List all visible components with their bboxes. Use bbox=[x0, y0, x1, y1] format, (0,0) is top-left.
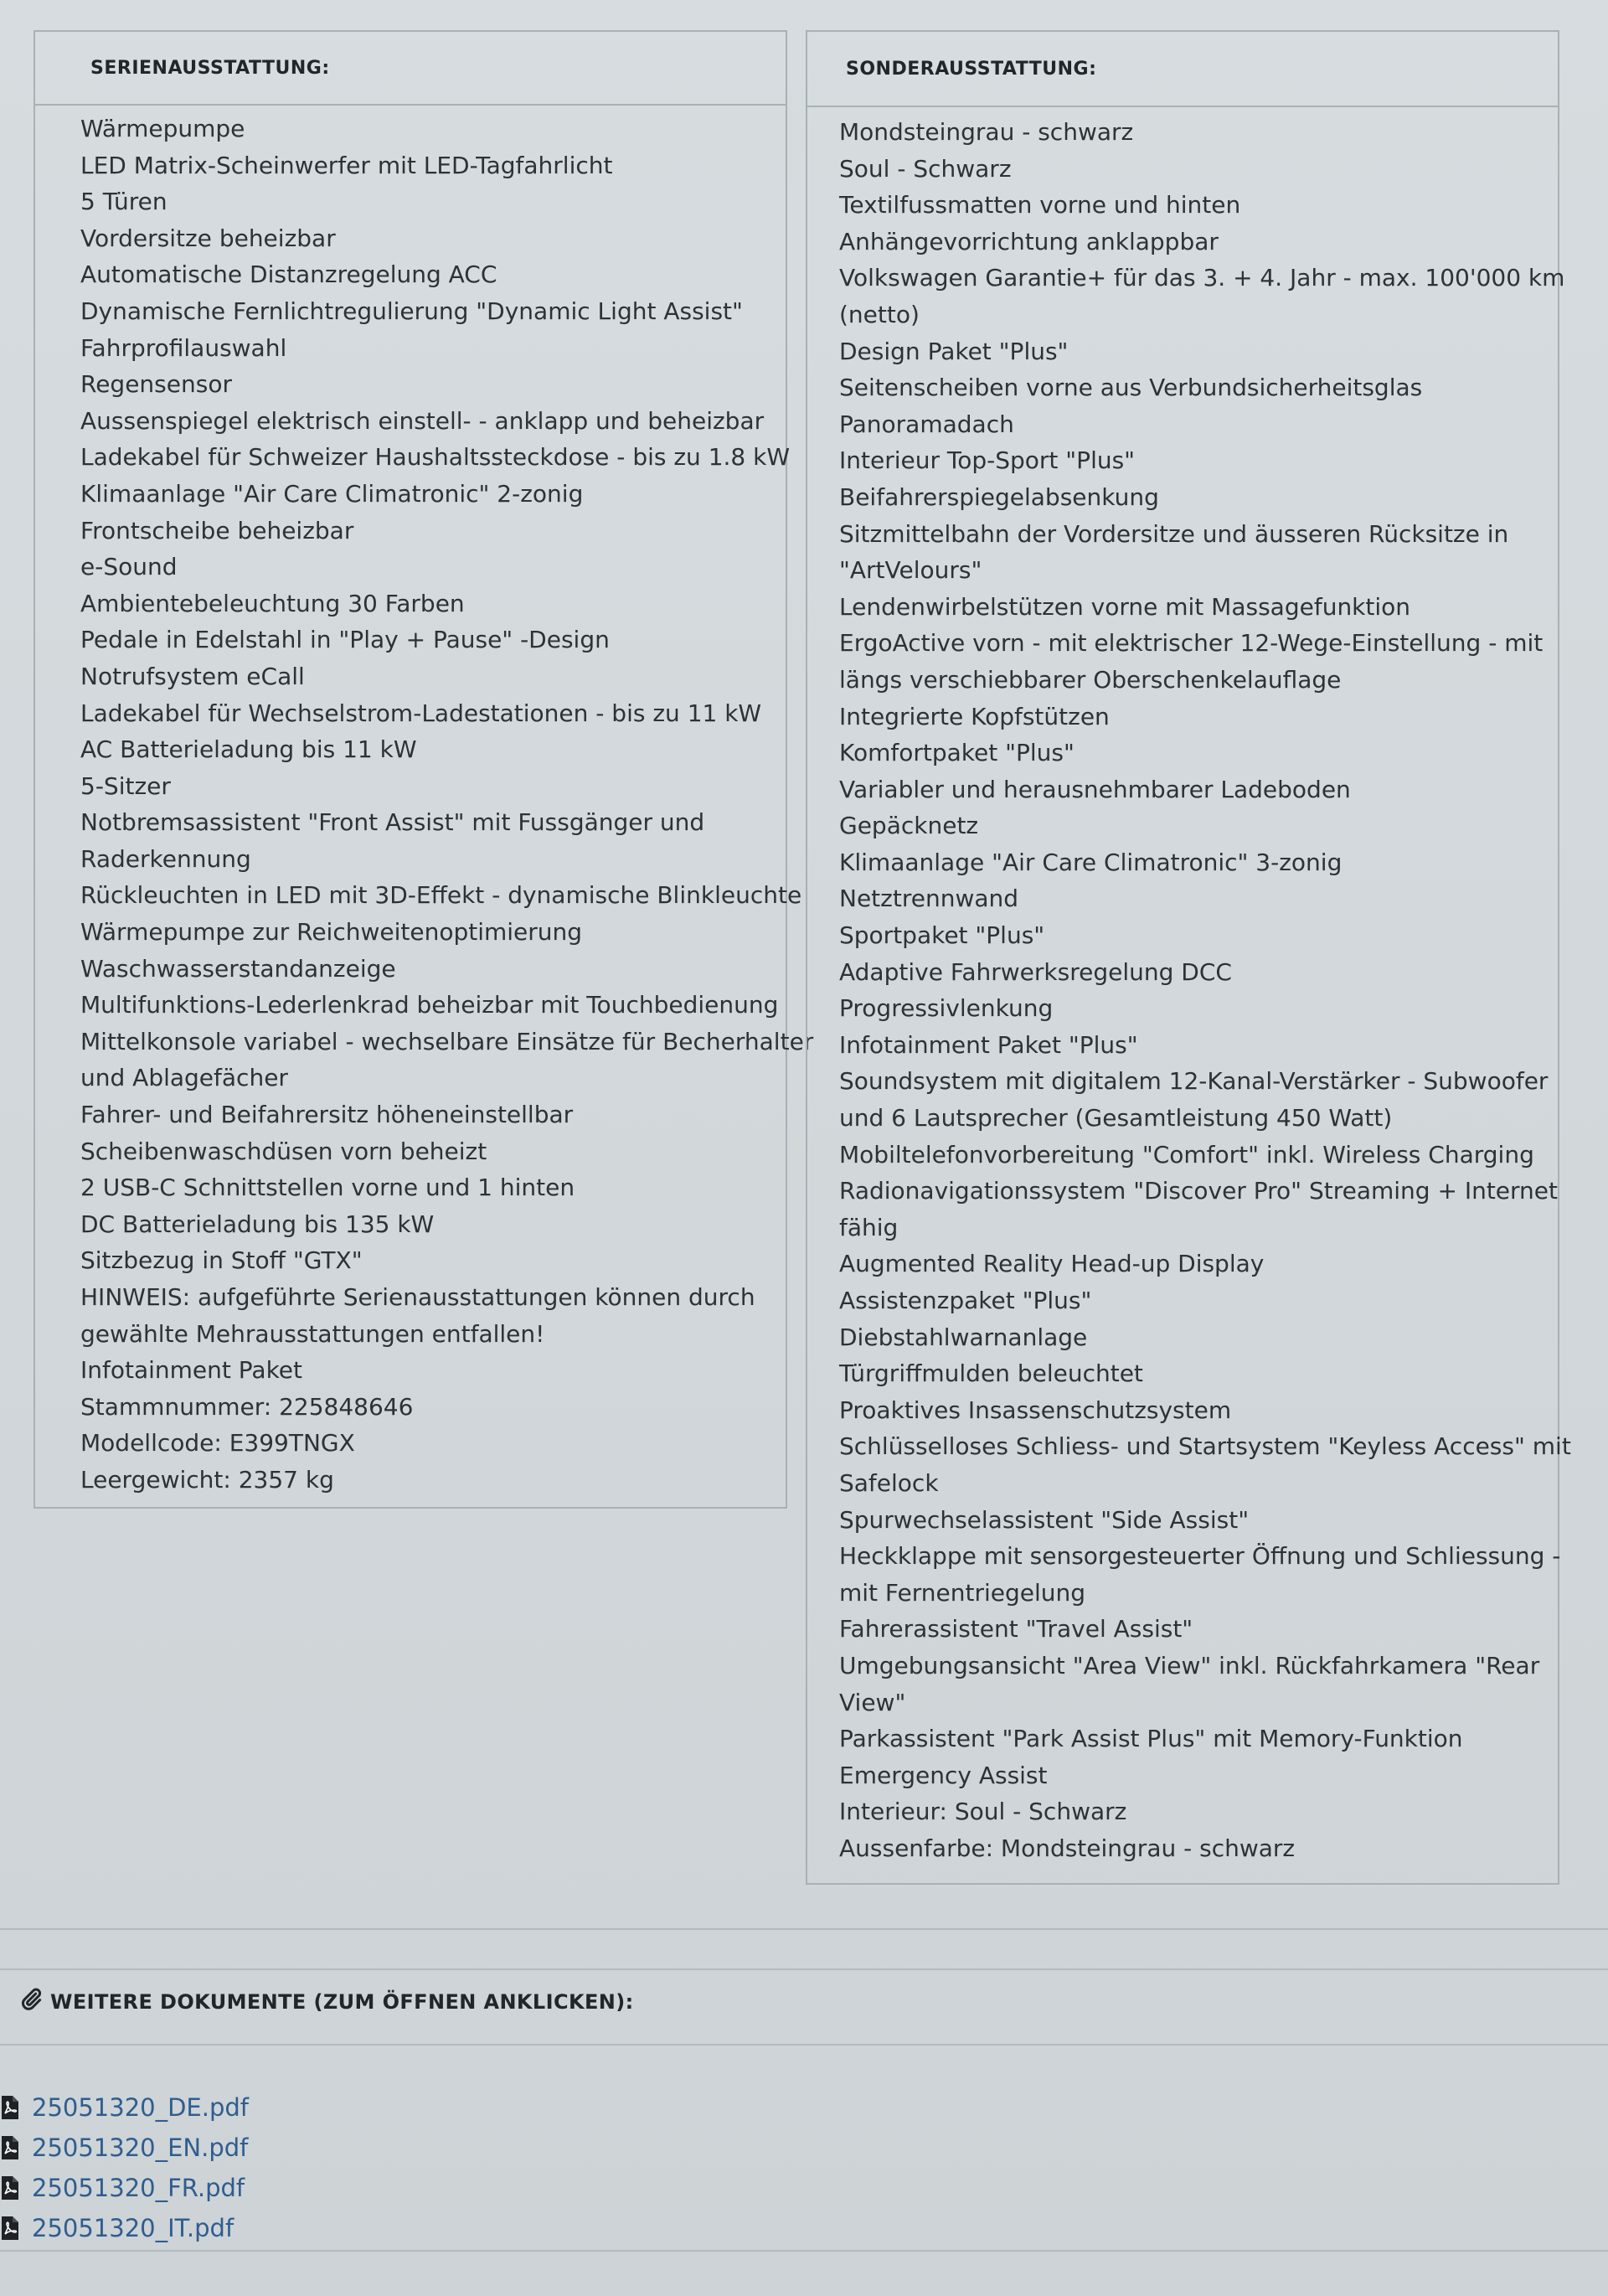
equipment-item: Soul - Schwarz bbox=[839, 154, 1012, 183]
pdf-file-icon[interactable] bbox=[0, 2216, 20, 2241]
equipment-item: Raderkennung bbox=[80, 844, 251, 873]
document-item bbox=[0, 2168, 249, 2208]
equipment-item: View" bbox=[839, 1688, 906, 1716]
equipment-item: Spurwechselassistent "Side Assist" bbox=[839, 1505, 1250, 1534]
equipment-item: Gepäcknetz bbox=[839, 812, 979, 840]
equipment-item: 5-Sitzer bbox=[80, 771, 171, 800]
document-item bbox=[0, 2128, 249, 2168]
equipment-item: Dynamische Fernlichtregulierung "Dynamic Light Assist" bbox=[80, 297, 743, 325]
pdf-file-icon[interactable] bbox=[0, 2175, 20, 2201]
document-link[interactable]: 25051320_FR.pdf bbox=[32, 2174, 245, 2202]
section-divider bbox=[0, 2250, 1608, 2252]
equipment-item: LED Matrix-Scheinwerfer mit LED-Tagfahrlicht bbox=[80, 151, 613, 179]
equipment-item: Fahrprofilauswahl bbox=[80, 333, 287, 362]
equipment-item: Notbremsassistent "Front Assist" mit Fussgänger und bbox=[80, 808, 705, 837]
equipment-item: (netto) bbox=[839, 300, 920, 328]
equipment-item: Infotainment Paket "Plus" bbox=[839, 1030, 1138, 1059]
equipment-item: Interieur: Soul - Schwarz bbox=[839, 1798, 1127, 1826]
equipment-item: Mondsteingrau - schwarz bbox=[839, 118, 1134, 146]
equipment-item: AC Batterieladung bis 11 kW bbox=[80, 735, 417, 764]
equipment-item: Panoramadach bbox=[839, 410, 1014, 438]
equipment-item: Rückleuchten in LED mit 3D-Effekt - dynamische Blinkleuchte bbox=[80, 881, 802, 910]
equipment-item: Parkassistent "Park Assist Plus" mit Memory-Funktion bbox=[839, 1725, 1463, 1753]
equipment-item: Leergewicht: 2357 kg bbox=[80, 1465, 334, 1494]
equipment-item: Komfortpaket "Plus" bbox=[839, 739, 1075, 767]
document-link[interactable]: 25051320_IT.pdf bbox=[32, 2214, 234, 2242]
pdf-file-icon[interactable] bbox=[0, 2095, 20, 2120]
document-link[interactable]: 25051320_EN.pdf bbox=[32, 2133, 249, 2162]
equipment-item: Safelock bbox=[839, 1468, 939, 1497]
equipment-item: Fahrerassistent "Travel Assist" bbox=[839, 1615, 1193, 1643]
equipment-item: Wärmepumpe bbox=[80, 115, 245, 142]
equipment-item: Ambientebeleuchtung 30 Farben bbox=[80, 589, 465, 617]
documents-heading-label: WEITERE DOKUMENTE (ZUM ÖFFNEN ANKLICKEN): bbox=[50, 1990, 634, 2014]
equipment-item: Sitzbezug in Stoff "GTX" bbox=[80, 1246, 363, 1275]
equipment-item: Waschwasserstandanzeige bbox=[80, 954, 396, 983]
equipment-item: Augmented Reality Head-up Display bbox=[839, 1250, 1265, 1278]
sonderausstattung-heading: SONDERAUSSTATTUNG: bbox=[807, 32, 1558, 107]
equipment-item: Stammnummer: 225848646 bbox=[80, 1392, 414, 1421]
equipment-item: Klimaanlage "Air Care Climatronic" 2-zonig bbox=[80, 479, 584, 508]
equipment-item: längs verschiebbarer Oberschenkelauflage bbox=[839, 665, 1342, 694]
equipment-item: Wärmepumpe zur Reichweitenoptimierung bbox=[80, 918, 583, 947]
equipment-item: Soundsystem mit digitalem 12-Kanal-Verstärker - Subwoofer bbox=[839, 1067, 1549, 1096]
equipment-item: Mittelkonsole variabel - wechselbare Einsätze für Becherhalter bbox=[80, 1027, 814, 1055]
equipment-item: Design Paket "Plus" bbox=[839, 337, 1069, 365]
serienausstattung-heading: SERIENAUSSTATTUNG: bbox=[35, 32, 786, 106]
equipment-item: Variabler und herausnehmbarer Ladeboden bbox=[839, 775, 1351, 803]
equipment-item: Integrierte Kopfstützen bbox=[839, 702, 1110, 730]
equipment-item: Anhängevorrichtung anklappbar bbox=[839, 227, 1219, 255]
equipment-item: HINWEIS: aufgeführte Serienausstattungen können durch bbox=[80, 1283, 755, 1311]
equipment-item: Seitenscheiben vorne aus Verbundsicherheitsglas bbox=[839, 374, 1423, 402]
equipment-item: Notrufsystem eCall bbox=[80, 662, 305, 690]
serienausstattung-panel bbox=[34, 30, 814, 1509]
equipment-item: fähig bbox=[839, 1213, 899, 1241]
equipment-item: mit Fernentriegelung bbox=[839, 1578, 1086, 1607]
equipment-item: Sportpaket "Plus" bbox=[839, 921, 1045, 950]
pdf-file-icon[interactable] bbox=[0, 2135, 20, 2160]
equipment-item: Klimaanlage "Air Care Climatronic" 3-zonig bbox=[839, 848, 1343, 876]
equipment-item: Ladekabel für Schweizer Haushaltssteckdose - bis zu 1.8 kW bbox=[80, 443, 791, 472]
equipment-item: Assistenzpaket "Plus" bbox=[839, 1287, 1092, 1314]
section-divider bbox=[0, 1928, 1608, 1930]
serienausstattung-list bbox=[35, 106, 814, 1499]
equipment-item: Multifunktions-Lederlenkrad beheizbar mit Touchbedienung bbox=[80, 991, 779, 1019]
equipment-item: Umgebungsansicht "Area View" inkl. Rückfahrkamera "Rear bbox=[839, 1651, 1540, 1679]
equipment-item: Infotainment Paket bbox=[80, 1356, 302, 1385]
equipment-item: Netztrennwand bbox=[839, 885, 1019, 913]
equipment-item: Modellcode: E399TNGX bbox=[80, 1429, 355, 1458]
equipment-item: Aussenspiegel elektrisch einstell- - anklapp und beheizbar bbox=[80, 406, 765, 435]
equipment-item: und Ablagefächer bbox=[80, 1064, 288, 1092]
equipment-item: Automatische Distanzregelung ACC bbox=[80, 261, 497, 289]
equipment-item: Radionavigationssystem "Discover Pro" Streaming + Internet bbox=[839, 1177, 1559, 1205]
equipment-item: Heckklappe mit sensorgesteuerter Öffnung und Schliessung - bbox=[839, 1542, 1561, 1571]
equipment-item: Mobiltelefonvorbereitung "Comfort" inkl. Wireless Charging bbox=[839, 1140, 1534, 1169]
equipment-item: Regensensor bbox=[80, 370, 232, 399]
equipment-item: Beifahrerspiegelabsenkung bbox=[839, 482, 1159, 511]
equipment-item: Emergency Assist bbox=[839, 1761, 1048, 1789]
equipment-item: Pedale in Edelstahl in "Play + Pause" -Design bbox=[80, 626, 610, 654]
equipment-item: Progressivlenkung bbox=[839, 994, 1054, 1023]
equipment-item: Frontscheibe beheizbar bbox=[80, 516, 354, 544]
equipment-item: Lendenwirbelstützen vorne mit Massagefunktion bbox=[839, 592, 1411, 621]
document-item bbox=[0, 2208, 249, 2248]
equipment-item: Textilfussmatten vorne und hinten bbox=[839, 191, 1241, 219]
section-divider bbox=[0, 1968, 1608, 1970]
document-link[interactable]: 25051320_DE.pdf bbox=[32, 2093, 250, 2122]
sonderausstattung-list bbox=[807, 107, 1571, 1867]
equipment-item: 2 USB-C Schnittstellen vorne und 1 hinten bbox=[80, 1174, 575, 1202]
equipment-item: Sitzmittelbahn der Vordersitze und äusseren Rücksitze in bbox=[839, 519, 1509, 548]
equipment-item: Interieur Top-Sport "Plus" bbox=[839, 446, 1136, 475]
equipment-item: 5 Türen bbox=[80, 188, 168, 216]
documents-list bbox=[0, 2087, 249, 2248]
equipment-item: Scheibenwaschdüsen vorn beheizt bbox=[80, 1137, 487, 1165]
equipment-item: Volkswagen Garantie+ für das 3. + 4. Jahr - max. 100'000 km bbox=[839, 264, 1565, 292]
equipment-item: Vordersitze beheizbar bbox=[80, 224, 336, 252]
document-item bbox=[0, 2087, 249, 2128]
equipment-item: Adaptive Fahrwerksregelung DCC bbox=[839, 957, 1232, 986]
equipment-item: Türgriffmulden beleuchtet bbox=[839, 1360, 1143, 1388]
equipment-item: ErgoActive vorn - mit elektrischer 12-Wege-Einstellung - mit bbox=[839, 629, 1544, 658]
section-divider bbox=[0, 2044, 1608, 2046]
equipment-item: Aussenfarbe: Mondsteingrau - schwarz bbox=[839, 1834, 1296, 1862]
equipment-item: e-Sound bbox=[80, 553, 178, 581]
equipment-item: Diebstahlwarnanlage bbox=[839, 1323, 1088, 1351]
documents-heading bbox=[18, 1987, 634, 2017]
equipment-item: gewählte Mehrausstattungen entfallen! bbox=[80, 1319, 545, 1348]
equipment-item: Proaktives Insassenschutzsystem bbox=[839, 1396, 1232, 1424]
paperclip-icon bbox=[18, 1987, 44, 2017]
sonderausstattung-panel bbox=[806, 30, 1571, 1885]
equipment-item: und 6 Lautsprecher (Gesamtleistung 450 Watt) bbox=[839, 1104, 1393, 1133]
equipment-item: "ArtVelours" bbox=[839, 556, 982, 585]
equipment-item: Ladekabel für Wechselstrom-Ladestationen - bis zu 11 kW bbox=[80, 699, 762, 727]
equipment-item: Fahrer- und Beifahrersitz höheneinstellbar bbox=[80, 1101, 574, 1129]
equipment-item: Schlüsselloses Schliess- und Startsystem "Keyless Access" mit bbox=[839, 1432, 1571, 1461]
equipment-item: DC Batterieladung bis 135 kW bbox=[80, 1210, 435, 1238]
